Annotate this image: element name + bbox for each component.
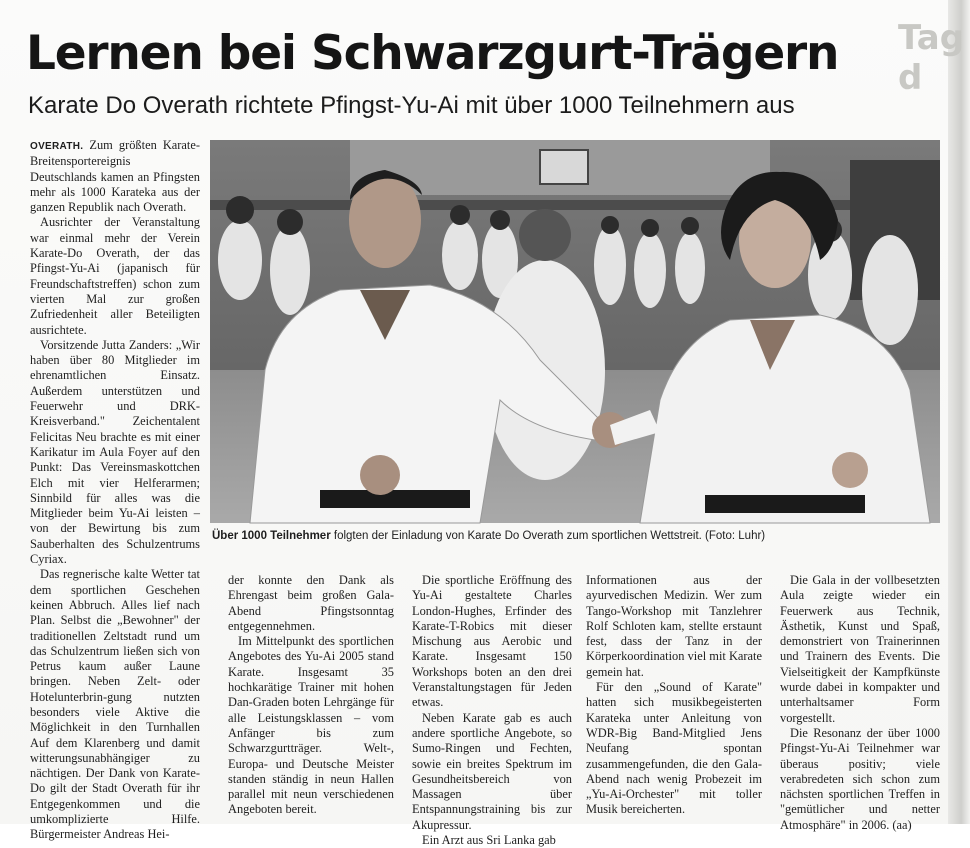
paragraph: der konnte den Dank als Ehrengast beim großen Gala-Abend Pfingstsonntag entgegennehmen. bbox=[228, 573, 394, 633]
paragraph-text: Zum größten Karate-Breitensportereignis Deutschlands kamen an Pfingsten mehr als 1000 Karateka aus der ganzen Republik nach Overath. bbox=[30, 138, 200, 215]
caption-bold: Über 1000 Teilnehmer bbox=[212, 530, 331, 542]
article-column-4 bbox=[586, 573, 762, 817]
paragraph: Für den „Sound of Karate" hatten sich musikbegeisterten Karateka unter Anleitung von WDR-Big Band-Mitglied Jens Neufang spontan zusammengefunden, die den Gala-Abend nach wenig Probezeit im „Yu-Ai-Orchester" mit toller Musik bereicherten. bbox=[586, 680, 762, 817]
article-column-5 bbox=[780, 573, 940, 832]
article-column-1 bbox=[30, 138, 200, 842]
karate-photo bbox=[210, 140, 940, 523]
paragraph: Ein Arzt aus Sri Lanka gab bbox=[422, 833, 556, 848]
paragraph: Informationen aus der ayurvedischen Medizin. Wer zum Tango-Workshop mit Tanzlehrer Rolf Schloten kam, stellte erstaunt fest, dass der Tanz in der Körperkoordination viel mit Karate gemein hat. bbox=[586, 573, 762, 679]
paragraph: Das regnerische kalte Wetter tat dem sportlichen Geschehen keinen Abbruch. Alles lief nach Plan. Selbst die „Bewohner" der traditionellen Zeltstadt rund um das Schulzentrum ließen sich von Petrus kaum außer Laune bringen. Neben Zelt- oder Hotelunterbrin-gung nutzten besonders viele Aktive die Möglichkeit in den Turnhallen Auf dem Klarenberg und damit witterungsunabhängiger zu nächtigen. Der Dank von Karate-Do gilt der Stadt Overath für ihr Entgegenkommen und die umkomplizierte Hilfe. Bürgermeister Andreas Hei- bbox=[30, 567, 200, 842]
photo-illustration bbox=[210, 140, 940, 523]
bleed-through-text: Tag d bbox=[898, 18, 965, 98]
paragraph: Die sportliche Eröffnung des Yu-Ai gestaltete Charles London-Hughes, Erfinder des Karate-T-Robics mit dieser Mischung aus Aerobic und Karate. Insgesamt 150 Workshops boten an den drei Veranstaltungstagen für Jeden etwas. bbox=[412, 573, 572, 710]
paragraph: Die Gala in der vollbesetzten Aula zeigte wieder ein Feuerwerk aus Technik, Ästhetik, Kunst und Spaß, demonstriert von Trainerinnen und Trainern des Events. Die Vielseitigkeit der Kampfkünste wurde dabei in kompakter und unterhaltsamer Form vorgestellt. bbox=[780, 573, 940, 725]
paragraph bbox=[30, 138, 200, 215]
paragraph: Vorsitzende Jutta Zanders: „Wir haben über 80 Mitglieder im ehrenamtlichen Einsatz. Außerdem unterstützen und Feuerwehr und DRK-Kreisverband." Zeichentalent Felicitas Neu brachte es mit einer Karikatur im Aula Foyer auf den Punkt: Das Vereinsmaskottchen Elch mit vier Helferarmen; Sinnbild für alles was die Mitglieder beim Yu-Ai leisten – von der Bewirtung bis zum Sauberhalten des Schulzentrums Cyriax. bbox=[30, 337, 200, 567]
caption-text: folgten der Einladung von Karate Do Overath zum sportlichen Wettstreit. (Foto: Luhr) bbox=[330, 530, 766, 542]
paragraph: Im Mittelpunkt des sportlichen Angebotes des Yu-Ai 2005 stand Karate. Insgesamt 35 hochkarätige Trainer mit hohen Dan-Graden boten Lehrgänge für alle Leistungsklassen – vom Anfänger bis zum Schwarzgurtträger. Welt-, Europa- und Deutsche Meister standen ständig in neun Hallen parallel mit neun verschiedenen Angeboten bereit. bbox=[228, 634, 394, 817]
paragraph: Ausrichter der Veranstaltung war einmal mehr der Verein Karate-Do Overath, der das Pfingst-Yu-Ai (japanisch für Freundschaftstreffen) schon zum vierten Mal zur großen Zufriedenheit aller Beteiligten ausrichtete. bbox=[30, 215, 200, 337]
headline: Lernen bei Schwarzgurt-Trägern bbox=[26, 26, 839, 81]
subheadline: Karate Do Overath richtete Pfingst-Yu-Ai mit über 1000 Teilnehmern aus bbox=[28, 92, 795, 119]
article-column-2 bbox=[228, 573, 394, 817]
paragraph: Die Resonanz der über 1000 Pfingst-Yu-Ai Teilnehmer war überaus positiv; viele verabredeten sich schon zum nächsten sportlichen Treffen in "gemütlicher und netter Atmosphäre" in 2006. (aa) bbox=[780, 725, 940, 832]
article-column-3 bbox=[412, 573, 572, 848]
photo-caption bbox=[212, 530, 952, 542]
paragraph: Neben Karate gab es auch andere sportliche Angebote, so Sumo-Ringen und Fechten, sowie ein breites Spektrum im Gesundheitsbereich von Massagen über Entspannungstraining bis zur Akupressur. bbox=[412, 710, 572, 832]
dateline: OVERATH. bbox=[30, 141, 84, 152]
